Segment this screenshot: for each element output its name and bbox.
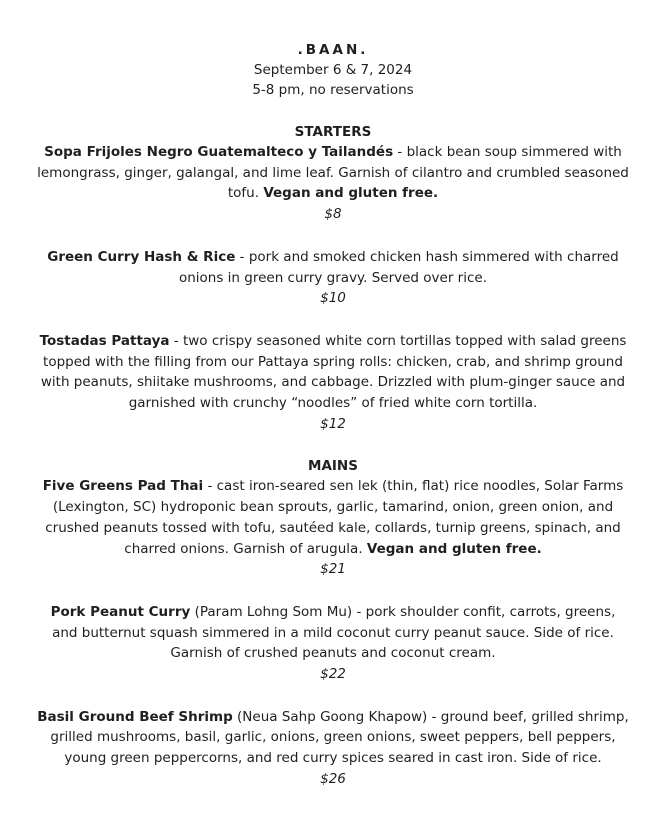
item-description: - cast iron-seared sen lek (thin, flat) rice noodles, Solar Farms (Lexington, SC) hydroponic bean sprouts, garlic, tamarind, onion, green onion, and crushed peanuts tossed with tofu, sautéed kale, collards, turnip greens, spinach, and charred onions. Garnish of arugula. — [45, 478, 624, 557]
event-hours: 5-8 pm, no reservations — [252, 82, 414, 98]
item-price: $12 — [320, 415, 346, 432]
section-title-mains: MAINS — [308, 458, 358, 475]
section-title-starters: STARTERS — [294, 124, 372, 140]
item-subtitle: (Param Lohng Som Mu) — [190, 603, 353, 620]
item-price: $21 — [320, 561, 346, 578]
menu-item — [36, 142, 630, 225]
item-price: $26 — [320, 770, 346, 787]
menu-item — [36, 707, 630, 790]
item-name: Five Greens Pad Thai — [42, 478, 204, 495]
item-name: Tostadas Pattaya — [39, 332, 170, 349]
menu-item — [36, 331, 630, 435]
menu-item — [36, 247, 630, 309]
menu-item — [36, 602, 630, 685]
item-description: - ground beef, grilled shrimp, grilled mushrooms, basil, garlic, onions, green onions, sweet peppers, bell peppers, young green peppercorns, and red curry spices seared in cast iron. Side of rice. — [50, 708, 629, 767]
item-price: $22 — [320, 666, 346, 683]
menu-header — [36, 40, 630, 100]
item-subtitle: (Neua Sahp Goong Khapow) — [232, 708, 428, 725]
item-name: Basil Ground Beef Shrimp — [37, 708, 233, 725]
item-dietary-note: Vegan and gluten free. — [366, 540, 542, 557]
item-description: - pork and smoked chicken hash simmered with charred onions in green curry gravy. Served over rice. — [178, 248, 619, 286]
item-name: Green Curry Hash & Rice — [47, 248, 236, 265]
item-description: - black bean soup simmered with lemongrass, ginger, galangal, and lime leaf. Garnish of cilantro and crumbled seasoned tofu. — [37, 144, 629, 202]
item-dietary-note: Vegan and gluten free. — [263, 185, 439, 202]
item-name: Pork Peanut Curry — [50, 603, 191, 620]
item-name: Sopa Frijoles Negro Guatemalteco y Tailandés — [44, 144, 394, 160]
event-date: September 6 & 7, 2024 — [253, 62, 413, 78]
item-description: - two crispy seasoned white corn tortillas topped with salad greens topped with the filling from our Pattaya spring rolls: chicken, crab, and shrimp ground with peanuts, shiitake mushrooms, and cabbage. Drizzled with plum-ginger sauce and garnished with crunchy “noodles” of fried white corn tortilla. — [40, 332, 627, 412]
restaurant-name: .BAAN. — [297, 42, 369, 58]
menu-item — [36, 476, 630, 580]
item-price: $10 — [320, 290, 346, 307]
item-description: - pork shoulder confit, carrots, greens, and butternut squash simmered in a mild coconut curry peanut sauce. Side of rice. Garnish of crushed peanuts and coconut cream. — [52, 603, 616, 662]
item-price: $8 — [324, 206, 342, 223]
